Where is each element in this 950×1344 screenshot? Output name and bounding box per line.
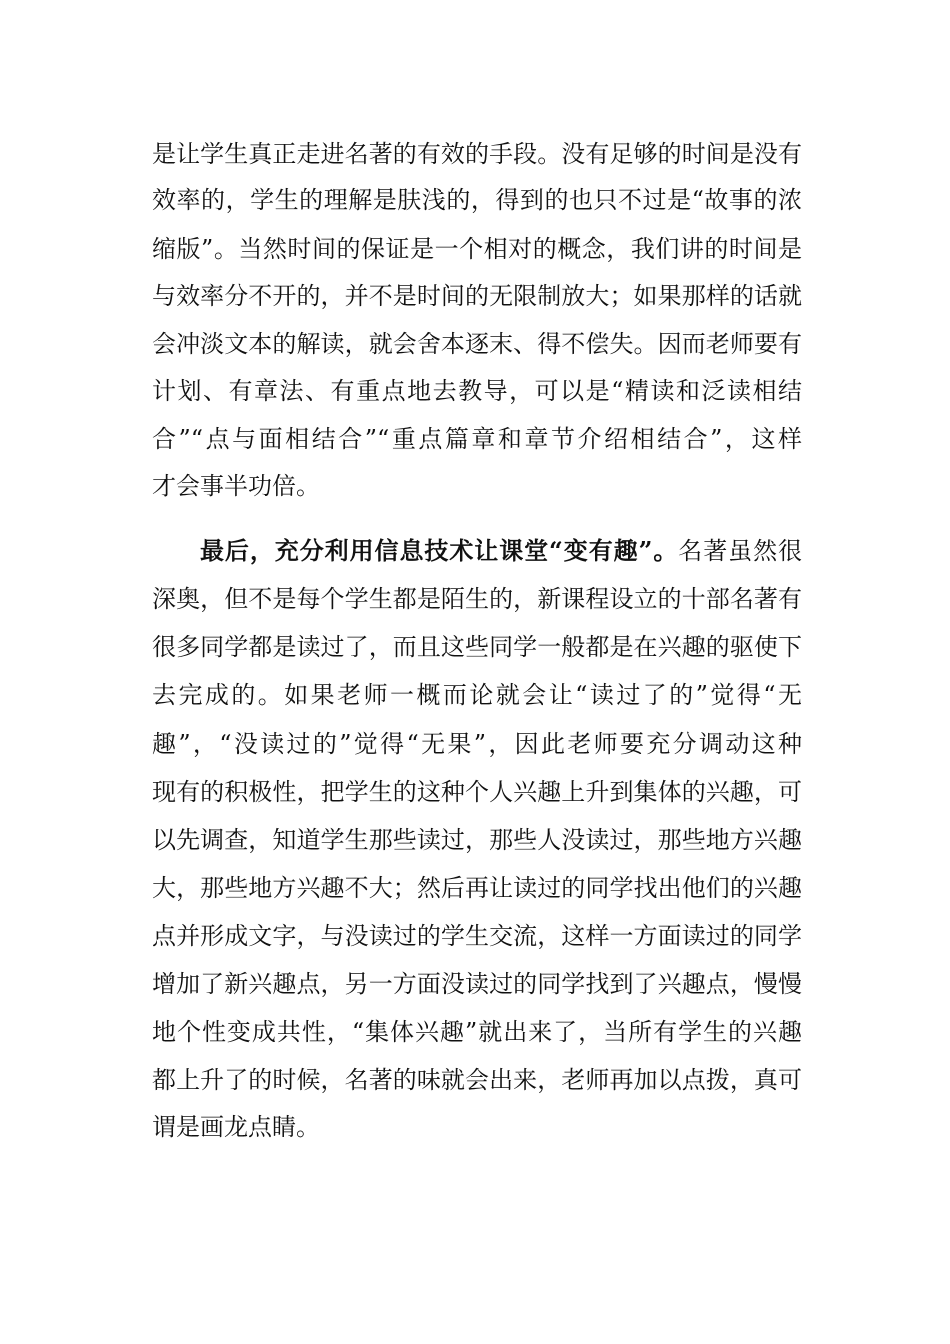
text-line: 大，那些地方兴趣不大；然后再让读过的同学找出他们的兴趣 <box>152 874 802 902</box>
text-line: 趣”，“没读过的”觉得“无果”，因此老师要充分调动这种 <box>152 730 802 758</box>
text-line: 地个性变成共性，“集体兴趣”就出来了，当所有学生的兴趣 <box>152 1018 802 1046</box>
text-line: 以先调查，知道学生那些读过，那些人没读过，那些地方兴趣 <box>152 826 802 854</box>
text-line: 点并形成文字，与没读过的学生交流，这样一方面读过的同学 <box>152 922 802 950</box>
text-line: 现有的积极性，把学生的这种个人兴趣上升到集体的兴趣，可 <box>152 778 802 806</box>
text-line: 计划、有章法、有重点地去教导，可以是“精读和泛读相结 <box>152 377 802 405</box>
paragraph-2-first-line <box>200 531 802 571</box>
text-line: 才会事半功倍。 <box>152 472 320 500</box>
text-line: 很多同学都是读过了，而且这些同学一般都是在兴趣的驱使下 <box>152 633 802 661</box>
text-line: 增加了新兴趣点，另一方面没读过的同学找到了兴趣点，慢慢 <box>152 970 802 998</box>
text-line: 效率的，学生的理解是肤浅的，得到的也只不过是“故事的浓 <box>152 186 802 214</box>
text-line: 谓是画龙点睛。 <box>152 1113 320 1141</box>
text-line: 都上升了的时候，名著的味就会出来，老师再加以点拨，真可 <box>152 1066 802 1094</box>
text-line: 是让学生真正走进名著的有效的手段。没有足够的时间是没有 <box>152 140 802 168</box>
text-line: 与效率分不开的，并不是时间的无限制放大；如果那样的话就 <box>152 282 802 310</box>
text-line: 合”“点与面相结合”“重点篇章和章节介绍相结合”，这样 <box>152 425 802 453</box>
text-line: 缩版”。当然时间的保证是一个相对的概念，我们讲的时间是 <box>152 235 802 263</box>
paragraph-heading: 最后，充分利用信息技术让课堂“变有趣”。 <box>200 536 679 565</box>
text-line: 深奥，但不是每个学生都是陌生的，新课程设立的十部名著有 <box>152 585 802 613</box>
text-line: 去完成的。如果老师一概而论就会让“读过了的”觉得“无 <box>152 681 802 709</box>
text-line: 会冲淡文本的解读，就会舍本逐末、得不偿失。因而老师要有 <box>152 330 802 358</box>
paragraph-text: 名著虽然很 <box>678 537 803 565</box>
